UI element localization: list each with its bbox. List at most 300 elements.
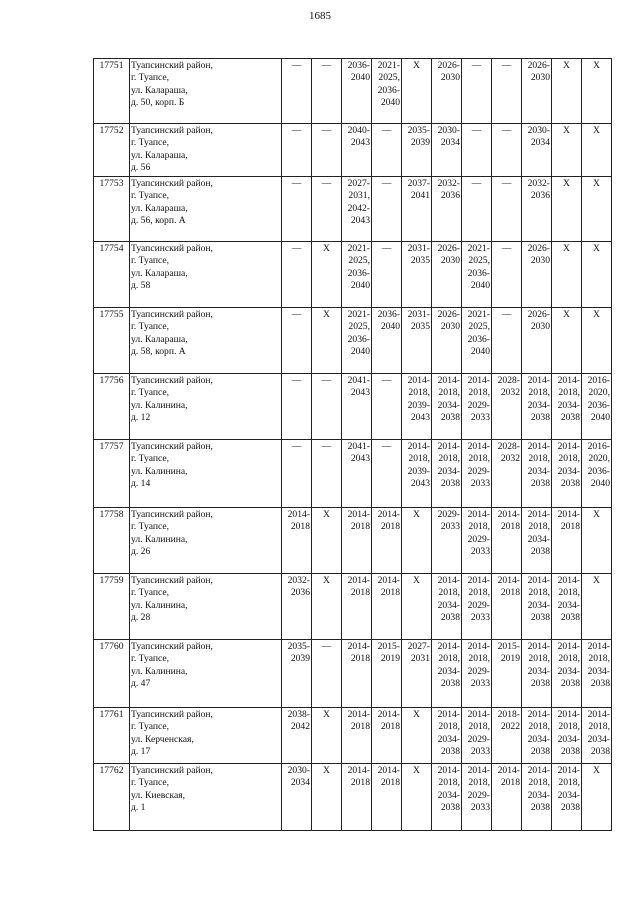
period-cell xyxy=(312,308,342,374)
period-line: — xyxy=(381,178,392,189)
period-line: 2041- xyxy=(347,441,370,452)
period-line: 2014- xyxy=(437,641,460,652)
period-line: 2040 xyxy=(470,346,490,358)
period-cell xyxy=(522,59,552,124)
address-line: д. 56 xyxy=(131,162,151,174)
period-line: 2018 xyxy=(350,777,370,789)
period-cell xyxy=(282,308,312,374)
period-line: 2042- xyxy=(347,202,370,214)
period-line: — xyxy=(381,125,392,136)
period-cell xyxy=(402,508,432,574)
address-line: ул. Керченская, xyxy=(131,733,194,745)
period-cell xyxy=(432,177,462,242)
period-line: 2038- xyxy=(287,709,310,720)
period-line: — xyxy=(501,125,512,136)
period-line: 2018, xyxy=(408,453,430,465)
period-line: 2018, xyxy=(438,721,460,733)
period-line: 2018, xyxy=(558,721,580,733)
period-line: — xyxy=(381,441,392,452)
address-cell xyxy=(130,242,282,308)
period-cell xyxy=(372,440,402,508)
period-line: 2043 xyxy=(350,453,370,465)
period-cell xyxy=(342,440,372,508)
period-cell xyxy=(402,177,432,242)
address-line: ул. Калараша, xyxy=(131,149,188,161)
table-row xyxy=(94,242,612,308)
period-line: 2029- xyxy=(467,665,490,677)
period-cell xyxy=(432,242,462,308)
period-cell xyxy=(552,124,582,177)
period-line: 2032 xyxy=(500,387,520,399)
period-line: 2034- xyxy=(437,599,460,611)
period-line: 2026- xyxy=(437,309,460,320)
address-line: ул. Калинина, xyxy=(131,599,188,611)
row-number: 17758 xyxy=(94,508,130,574)
address-cell xyxy=(130,440,282,508)
period-line: 2018, xyxy=(468,653,490,665)
period-line: 2018, xyxy=(528,587,550,599)
period-line: 2019 xyxy=(500,653,520,665)
period-line: 2018, xyxy=(528,453,550,465)
period-line: Х xyxy=(593,575,600,586)
period-line: 2018, xyxy=(558,587,580,599)
address-line: Туапсинский район, xyxy=(131,178,213,189)
period-line: — xyxy=(321,641,332,652)
row-number: 17753 xyxy=(94,177,130,242)
period-cell xyxy=(282,177,312,242)
table-row xyxy=(94,764,612,831)
period-line: 2034- xyxy=(527,465,550,477)
period-cell xyxy=(312,708,342,764)
period-line: — xyxy=(471,125,482,136)
period-cell xyxy=(432,508,462,574)
period-cell xyxy=(462,708,492,764)
period-line: 2018, xyxy=(558,777,580,789)
period-line: 2031 xyxy=(410,653,430,665)
period-cell xyxy=(372,764,402,831)
period-line: 2032- xyxy=(527,178,550,189)
period-line: 2014- xyxy=(467,509,490,520)
period-line: Х xyxy=(563,309,570,320)
period-line: Х xyxy=(563,243,570,254)
period-line: 2034- xyxy=(527,533,550,545)
period-line: 2033 xyxy=(470,746,490,758)
period-line: — xyxy=(291,375,302,386)
address-line: г. Туапсе, xyxy=(131,453,169,465)
period-cell xyxy=(492,308,522,374)
period-cell xyxy=(372,308,402,374)
period-line: 2018- xyxy=(497,709,520,720)
period-line: Х xyxy=(563,60,570,71)
period-cell xyxy=(312,440,342,508)
period-cell xyxy=(522,508,552,574)
period-cell xyxy=(492,124,522,177)
period-line: Х xyxy=(413,765,420,776)
row-number: 17751 xyxy=(94,59,130,124)
period-cell xyxy=(522,177,552,242)
period-line: 2014- xyxy=(557,509,580,520)
period-cell xyxy=(462,308,492,374)
period-line: Х xyxy=(323,509,330,520)
period-line: 2034- xyxy=(557,599,580,611)
address-line: д. 58, корп. А xyxy=(131,346,186,358)
period-cell xyxy=(522,764,552,831)
period-cell xyxy=(372,59,402,124)
period-line: Х xyxy=(593,60,600,71)
period-line: 2038 xyxy=(560,802,580,814)
period-line: 2014- xyxy=(377,509,400,520)
address-line: д. 47 xyxy=(131,678,151,690)
period-line: 2022 xyxy=(500,721,520,733)
period-line: 2027- xyxy=(347,178,370,189)
row-number: 17752 xyxy=(94,124,130,177)
period-line: 2038 xyxy=(440,412,460,424)
period-line: 2038 xyxy=(590,746,610,758)
period-line: 2038 xyxy=(530,412,550,424)
period-line: Х xyxy=(323,309,330,320)
period-cell xyxy=(582,508,612,574)
period-line: 2031, xyxy=(348,190,370,202)
period-cell xyxy=(492,242,522,308)
period-line: 2039 xyxy=(410,137,430,149)
period-line: 2038 xyxy=(560,478,580,490)
period-line: Х xyxy=(323,765,330,776)
period-line: Х xyxy=(323,243,330,254)
period-line: 2014- xyxy=(377,765,400,776)
period-cell xyxy=(432,764,462,831)
period-line: 2043 xyxy=(410,412,430,424)
period-line: 2014- xyxy=(407,441,430,452)
address-line: Туапсинский район, xyxy=(131,375,213,386)
period-line: 2014- xyxy=(527,709,550,720)
period-line: 2014- xyxy=(527,441,550,452)
period-cell xyxy=(372,242,402,308)
period-line: 2034- xyxy=(557,665,580,677)
period-line: 2032 xyxy=(500,453,520,465)
period-cell xyxy=(432,374,462,440)
period-line: 2034- xyxy=(587,665,610,677)
period-line: — xyxy=(381,243,392,254)
period-line: 2033 xyxy=(470,612,490,624)
period-cell xyxy=(552,640,582,708)
period-line: 2038 xyxy=(560,746,580,758)
period-line: 2016- xyxy=(587,441,610,452)
period-line: 2030 xyxy=(440,321,460,333)
period-line: 2018 xyxy=(500,521,520,533)
period-line: 2034- xyxy=(557,399,580,411)
address-line: Туапсинский район, xyxy=(131,709,213,720)
period-cell xyxy=(582,764,612,831)
period-cell xyxy=(552,764,582,831)
period-line: 2037- xyxy=(407,178,430,189)
period-cell xyxy=(492,640,522,708)
period-line: 2018, xyxy=(438,777,460,789)
period-cell xyxy=(492,708,522,764)
period-cell xyxy=(432,59,462,124)
row-number: 17754 xyxy=(94,242,130,308)
period-line: 2014- xyxy=(527,641,550,652)
period-line: 2014- xyxy=(587,709,610,720)
period-line: — xyxy=(291,441,302,452)
period-cell xyxy=(282,242,312,308)
period-line: 2014- xyxy=(437,765,460,776)
period-line: 2033 xyxy=(440,521,460,533)
registry-table xyxy=(93,58,612,831)
period-line: 2018 xyxy=(350,521,370,533)
period-cell xyxy=(492,177,522,242)
period-line: Х xyxy=(593,243,600,254)
address-line: д. 1 xyxy=(131,802,146,814)
period-cell xyxy=(282,508,312,574)
period-line: 2014- xyxy=(527,375,550,386)
period-line: 2014- xyxy=(557,441,580,452)
period-cell xyxy=(522,574,552,640)
address-line: г. Туапсе, xyxy=(131,587,169,599)
period-cell xyxy=(522,708,552,764)
period-line: 2014- xyxy=(527,765,550,776)
period-line: 2031- xyxy=(407,309,430,320)
period-line: 2035 xyxy=(410,321,430,333)
period-line: 2018, xyxy=(468,587,490,599)
period-line: 2036- xyxy=(587,399,610,411)
period-line: 2018 xyxy=(380,521,400,533)
period-line: 2036- xyxy=(467,267,490,279)
period-line: 2025, xyxy=(348,321,370,333)
period-cell xyxy=(462,124,492,177)
row-number: 17760 xyxy=(94,640,130,708)
period-cell xyxy=(312,508,342,574)
period-cell xyxy=(342,574,372,640)
period-line: 2018 xyxy=(380,587,400,599)
period-line: — xyxy=(501,243,512,254)
period-cell xyxy=(552,508,582,574)
period-line: 2018, xyxy=(438,453,460,465)
table-row xyxy=(94,508,612,574)
period-cell xyxy=(462,440,492,508)
period-line: 2018, xyxy=(528,521,550,533)
period-line: 2036 xyxy=(290,587,310,599)
address-line: ул. Калинина, xyxy=(131,665,188,677)
period-cell xyxy=(402,574,432,640)
period-line: 2034- xyxy=(557,465,580,477)
period-line: 2034- xyxy=(587,733,610,745)
period-cell xyxy=(282,59,312,124)
address-line: д. 17 xyxy=(131,746,151,758)
period-line: 2040 xyxy=(470,280,490,292)
period-line: 2036- xyxy=(377,84,400,96)
period-cell xyxy=(402,308,432,374)
period-line: 2029- xyxy=(467,789,490,801)
period-line: Х xyxy=(593,509,600,520)
period-cell xyxy=(462,374,492,440)
period-cell xyxy=(342,177,372,242)
address-line: г. Туапсе, xyxy=(131,72,169,84)
period-line: 2038 xyxy=(440,746,460,758)
period-cell xyxy=(582,640,612,708)
period-line: 2018 xyxy=(290,521,310,533)
period-line: — xyxy=(321,441,332,452)
period-line: 2038 xyxy=(560,412,580,424)
period-line: 2038 xyxy=(440,478,460,490)
period-line: — xyxy=(471,60,482,71)
period-line: — xyxy=(501,60,512,71)
address-line: ул. Калинина, xyxy=(131,465,188,477)
period-line: 2020, xyxy=(588,387,610,399)
period-line: Х xyxy=(413,509,420,520)
period-line: 2034 xyxy=(440,137,460,149)
period-cell xyxy=(462,574,492,640)
period-cell xyxy=(522,440,552,508)
period-line: 2014- xyxy=(467,441,490,452)
period-line: 2038 xyxy=(440,802,460,814)
period-line: 2014- xyxy=(347,709,370,720)
page-number: 1685 xyxy=(309,10,331,22)
period-line: 2018, xyxy=(588,653,610,665)
period-line: Х xyxy=(413,575,420,586)
address-line: Туапсинский район, xyxy=(131,509,213,520)
period-line: 2040 xyxy=(350,280,370,292)
period-line: 2040 xyxy=(380,321,400,333)
period-line: 2036- xyxy=(467,333,490,345)
address-line: д. 26 xyxy=(131,546,151,558)
period-line: 2035- xyxy=(287,641,310,652)
period-line: 2018 xyxy=(350,653,370,665)
period-line: 2021- xyxy=(467,309,490,320)
address-line: ул. Киевская, xyxy=(131,789,186,801)
period-line: 2039- xyxy=(407,465,430,477)
period-line: 2043 xyxy=(350,215,370,227)
address-line: д. 12 xyxy=(131,412,151,424)
period-line: 2016- xyxy=(587,375,610,386)
period-line: 2014- xyxy=(527,575,550,586)
period-line: 2038 xyxy=(530,478,550,490)
period-line: 2014- xyxy=(467,765,490,776)
period-line: 2014- xyxy=(437,575,460,586)
period-cell xyxy=(552,242,582,308)
period-line: 2018 xyxy=(350,721,370,733)
period-line: 2014- xyxy=(347,575,370,586)
row-number: 17761 xyxy=(94,708,130,764)
period-line: — xyxy=(321,178,332,189)
period-line: — xyxy=(291,309,302,320)
period-line: 2034- xyxy=(557,733,580,745)
period-line: 2036- xyxy=(377,309,400,320)
period-line: 2036 xyxy=(440,190,460,202)
period-cell xyxy=(372,177,402,242)
period-cell xyxy=(492,59,522,124)
period-line: 2043 xyxy=(410,478,430,490)
period-line: 2018, xyxy=(528,721,550,733)
address-line: г. Туапсе, xyxy=(131,777,169,789)
period-line: 2034- xyxy=(527,599,550,611)
period-line: 2030- xyxy=(437,125,460,136)
period-line: 2018, xyxy=(438,387,460,399)
period-line: 2038 xyxy=(530,612,550,624)
address-cell xyxy=(130,124,282,177)
address-cell xyxy=(130,764,282,831)
period-cell xyxy=(282,440,312,508)
address-cell xyxy=(130,574,282,640)
period-line: 2018, xyxy=(438,587,460,599)
address-line: д. 50, корп. Б xyxy=(131,97,185,109)
address-cell xyxy=(130,177,282,242)
period-line: Х xyxy=(593,178,600,189)
period-cell xyxy=(402,764,432,831)
address-line: д. 56, корп. А xyxy=(131,215,186,227)
period-cell xyxy=(402,242,432,308)
period-line: 2014- xyxy=(557,709,580,720)
period-cell xyxy=(462,640,492,708)
period-cell xyxy=(462,59,492,124)
period-cell xyxy=(282,124,312,177)
period-line: 2018 xyxy=(500,587,520,599)
address-cell xyxy=(130,640,282,708)
period-line: 2030 xyxy=(530,72,550,84)
period-line: 2014- xyxy=(407,375,430,386)
period-line: 2021- xyxy=(467,243,490,254)
period-cell xyxy=(492,764,522,831)
period-line: 2043 xyxy=(350,137,370,149)
period-line: 2014- xyxy=(287,509,310,520)
table-row xyxy=(94,308,612,374)
period-line: — xyxy=(321,125,332,136)
period-line: — xyxy=(321,375,332,386)
period-line: — xyxy=(321,60,332,71)
period-line: 2018, xyxy=(528,653,550,665)
period-cell xyxy=(582,177,612,242)
period-cell xyxy=(402,374,432,440)
table-row xyxy=(94,374,612,440)
table-row xyxy=(94,177,612,242)
period-line: 2029- xyxy=(467,733,490,745)
period-line: 2025, xyxy=(468,321,490,333)
period-line: 2028- xyxy=(497,441,520,452)
period-line: 2036- xyxy=(587,465,610,477)
period-line: 2036 xyxy=(530,190,550,202)
table-row xyxy=(94,574,612,640)
period-line: Х xyxy=(593,765,600,776)
period-cell xyxy=(522,242,552,308)
period-line: 2041- xyxy=(347,375,370,386)
period-cell xyxy=(432,440,462,508)
period-line: 2038 xyxy=(590,678,610,690)
row-number: 17756 xyxy=(94,374,130,440)
period-line: 2040 xyxy=(350,72,370,84)
period-line: 2038 xyxy=(530,746,550,758)
period-line: 2034- xyxy=(557,789,580,801)
period-line: 2040 xyxy=(590,412,610,424)
address-line: ул. Калинина, xyxy=(131,399,188,411)
period-cell xyxy=(582,242,612,308)
period-cell xyxy=(402,124,432,177)
table-row xyxy=(94,59,612,124)
period-cell xyxy=(342,374,372,440)
period-cell xyxy=(312,242,342,308)
period-line: 2038 xyxy=(530,546,550,558)
period-line: 2040- xyxy=(347,125,370,136)
period-line: 2031- xyxy=(407,243,430,254)
period-line: 2018, xyxy=(588,721,610,733)
period-cell xyxy=(402,708,432,764)
period-line: 2014- xyxy=(587,641,610,652)
period-line: 2018, xyxy=(558,453,580,465)
period-line: 2039 xyxy=(290,653,310,665)
period-cell xyxy=(522,374,552,440)
period-line: 2014- xyxy=(377,709,400,720)
period-line: 2043 xyxy=(350,387,370,399)
period-cell xyxy=(372,574,402,640)
table-body xyxy=(94,59,612,831)
